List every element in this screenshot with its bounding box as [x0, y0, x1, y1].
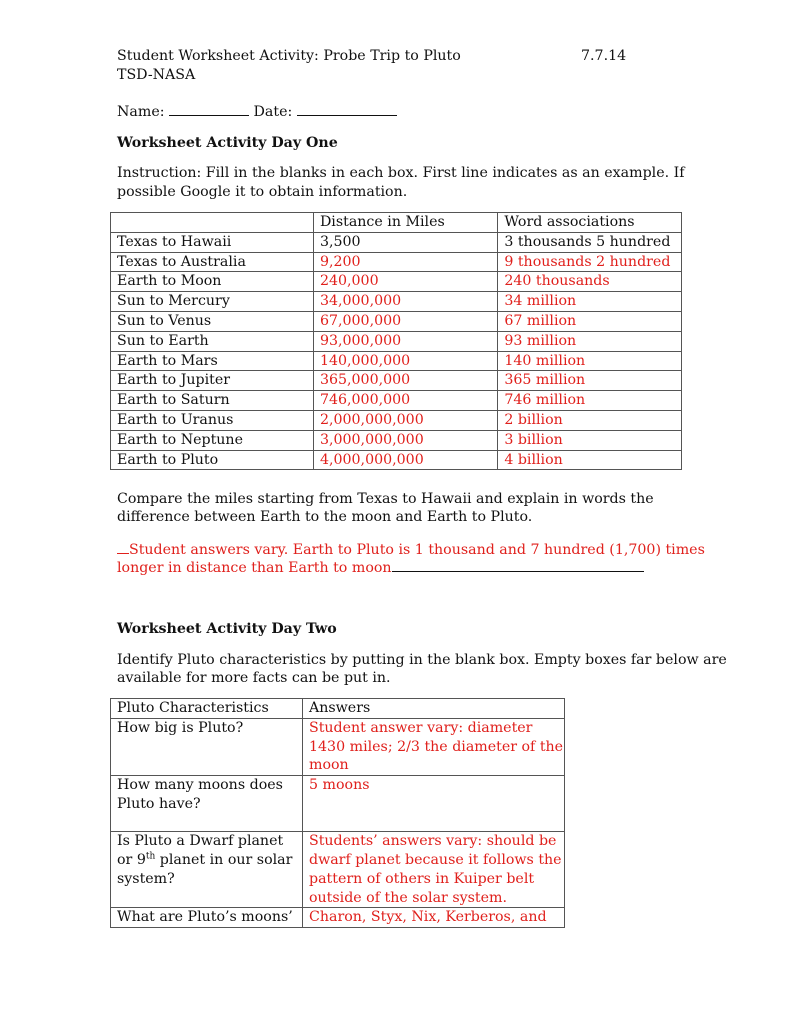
- table-header-row: [111, 213, 682, 233]
- question-cell: [111, 832, 303, 908]
- question-cell: What are Pluto’s moons’: [111, 908, 303, 928]
- question-cell: How many moons does Pluto have?: [111, 776, 303, 832]
- day-one-instruction-line2: possible Google it to obtain information.: [117, 184, 408, 200]
- table-row: [111, 371, 682, 391]
- table-row: [111, 351, 682, 371]
- question-text-pre: Is Pluto a Dwarf planet or 9: [117, 833, 284, 868]
- answer-cell[interactable]: Charon, Styx, Nix, Kerberos, and: [303, 908, 565, 928]
- route-cell: Sun to Venus: [111, 311, 314, 331]
- words-cell[interactable]: 240 thousands: [498, 272, 682, 292]
- answer-trail-blank[interactable]: [392, 557, 644, 572]
- answer-line1-text: Student answers vary. Earth to Pluto is 1 thousand and 7 hundred (1,700) times: [129, 542, 705, 558]
- miles-cell[interactable]: 3,000,000,000: [313, 430, 497, 450]
- route-cell: Earth to Neptune: [111, 430, 314, 450]
- miles-cell[interactable]: 67,000,000: [313, 311, 497, 331]
- name-date-line: [117, 101, 397, 122]
- answer-cell[interactable]: Students’ answers vary: should be dwarf planet because it follows the pattern of others in Kuiper belt outside of the solar system.: [303, 832, 565, 908]
- route-cell: Sun to Earth: [111, 331, 314, 351]
- header-cell-words: Word associations: [498, 213, 682, 233]
- table-row: [111, 232, 682, 252]
- answer-cell[interactable]: Student answer vary: diameter 1430 miles; 2/3 the diameter of the moon: [303, 718, 565, 775]
- table-row: [111, 832, 565, 908]
- table-row: [111, 410, 682, 430]
- table-row: [111, 430, 682, 450]
- words-cell[interactable]: 9 thousands 2 hundred: [498, 252, 682, 272]
- table-row: [111, 450, 682, 470]
- compare-line1: Compare the miles starting from Texas to Hawaii and explain in words the: [117, 491, 654, 507]
- day-two-heading: Worksheet Activity Day Two: [117, 621, 337, 637]
- day-two-instruction-line2: available for more facts can be put in.: [117, 670, 391, 686]
- compare-line2: difference between Earth to the moon and Earth to Pluto.: [117, 509, 533, 525]
- route-cell: Texas to Australia: [111, 252, 314, 272]
- words-cell[interactable]: 746 million: [498, 391, 682, 411]
- miles-cell[interactable]: 34,000,000: [313, 292, 497, 312]
- header-cell-miles: Distance in Miles: [313, 213, 497, 233]
- date-blank[interactable]: [297, 101, 397, 116]
- miles-cell[interactable]: 93,000,000: [313, 331, 497, 351]
- question-text-post: planet in our solar system?: [117, 851, 293, 887]
- table-row: [111, 272, 682, 292]
- route-cell: Sun to Mercury: [111, 292, 314, 312]
- words-cell[interactable]: 4 billion: [498, 450, 682, 470]
- words-cell[interactable]: 93 million: [498, 331, 682, 351]
- words-cell[interactable]: 34 million: [498, 292, 682, 312]
- table-row: [111, 776, 565, 832]
- day-one-heading: Worksheet Activity Day One: [117, 135, 338, 151]
- answer-cell[interactable]: 5 moons: [303, 776, 565, 832]
- header-cell-route: [111, 213, 314, 233]
- answer-line2-text: longer in distance than Earth to moon: [117, 560, 392, 576]
- table-row: [111, 331, 682, 351]
- worksheet-date: 7.7.14: [581, 48, 627, 64]
- miles-cell[interactable]: 365,000,000: [313, 371, 497, 391]
- miles-cell[interactable]: 240,000: [313, 272, 497, 292]
- day-one-instruction-line1: Instruction: Fill in the blanks in each box. First line indicates as an example. If: [117, 165, 685, 181]
- route-cell: Earth to Mars: [111, 351, 314, 371]
- table-row: [111, 252, 682, 272]
- date-label: Date:: [253, 104, 293, 120]
- miles-cell[interactable]: 4,000,000,000: [313, 450, 497, 470]
- miles-cell[interactable]: 9,200: [313, 252, 497, 272]
- table-row: [111, 908, 565, 928]
- table-header-row: [111, 699, 565, 719]
- name-blank[interactable]: [169, 101, 249, 116]
- route-cell: Texas to Hawaii: [111, 232, 314, 252]
- miles-cell[interactable]: 140,000,000: [313, 351, 497, 371]
- words-cell[interactable]: 3 thousands 5 hundred: [498, 232, 682, 252]
- table-row: [111, 391, 682, 411]
- route-cell: Earth to Jupiter: [111, 371, 314, 391]
- table-row: [111, 311, 682, 331]
- words-cell[interactable]: 2 billion: [498, 410, 682, 430]
- question-text-sup: th: [145, 851, 156, 862]
- route-cell: Earth to Uranus: [111, 410, 314, 430]
- words-cell[interactable]: 67 million: [498, 311, 682, 331]
- route-cell: Earth to Saturn: [111, 391, 314, 411]
- distance-table: [110, 212, 682, 470]
- day-two-instruction-line1: Identify Pluto characteristics by putting in the blank box. Empty boxes far below are: [117, 652, 727, 668]
- table-row: [111, 292, 682, 312]
- worksheet-org: TSD-NASA: [117, 67, 196, 83]
- miles-cell[interactable]: 746,000,000: [313, 391, 497, 411]
- pluto-characteristics-table: [110, 698, 565, 928]
- words-cell[interactable]: 140 million: [498, 351, 682, 371]
- compare-answer-line2: [117, 557, 644, 578]
- name-label: Name:: [117, 104, 165, 120]
- words-cell[interactable]: 3 billion: [498, 430, 682, 450]
- answer-lead-blank: [117, 539, 129, 554]
- worksheet-title: Student Worksheet Activity: Probe Trip to Pluto: [117, 48, 461, 64]
- miles-cell[interactable]: 3,500: [313, 232, 497, 252]
- table-row: [111, 718, 565, 775]
- header-cell-answers: Answers: [303, 699, 565, 719]
- words-cell[interactable]: 365 million: [498, 371, 682, 391]
- miles-cell[interactable]: 2,000,000,000: [313, 410, 497, 430]
- route-cell: Earth to Pluto: [111, 450, 314, 470]
- route-cell: Earth to Moon: [111, 272, 314, 292]
- header-cell-characteristics: Pluto Characteristics: [111, 699, 303, 719]
- question-cell: How big is Pluto?: [111, 718, 303, 775]
